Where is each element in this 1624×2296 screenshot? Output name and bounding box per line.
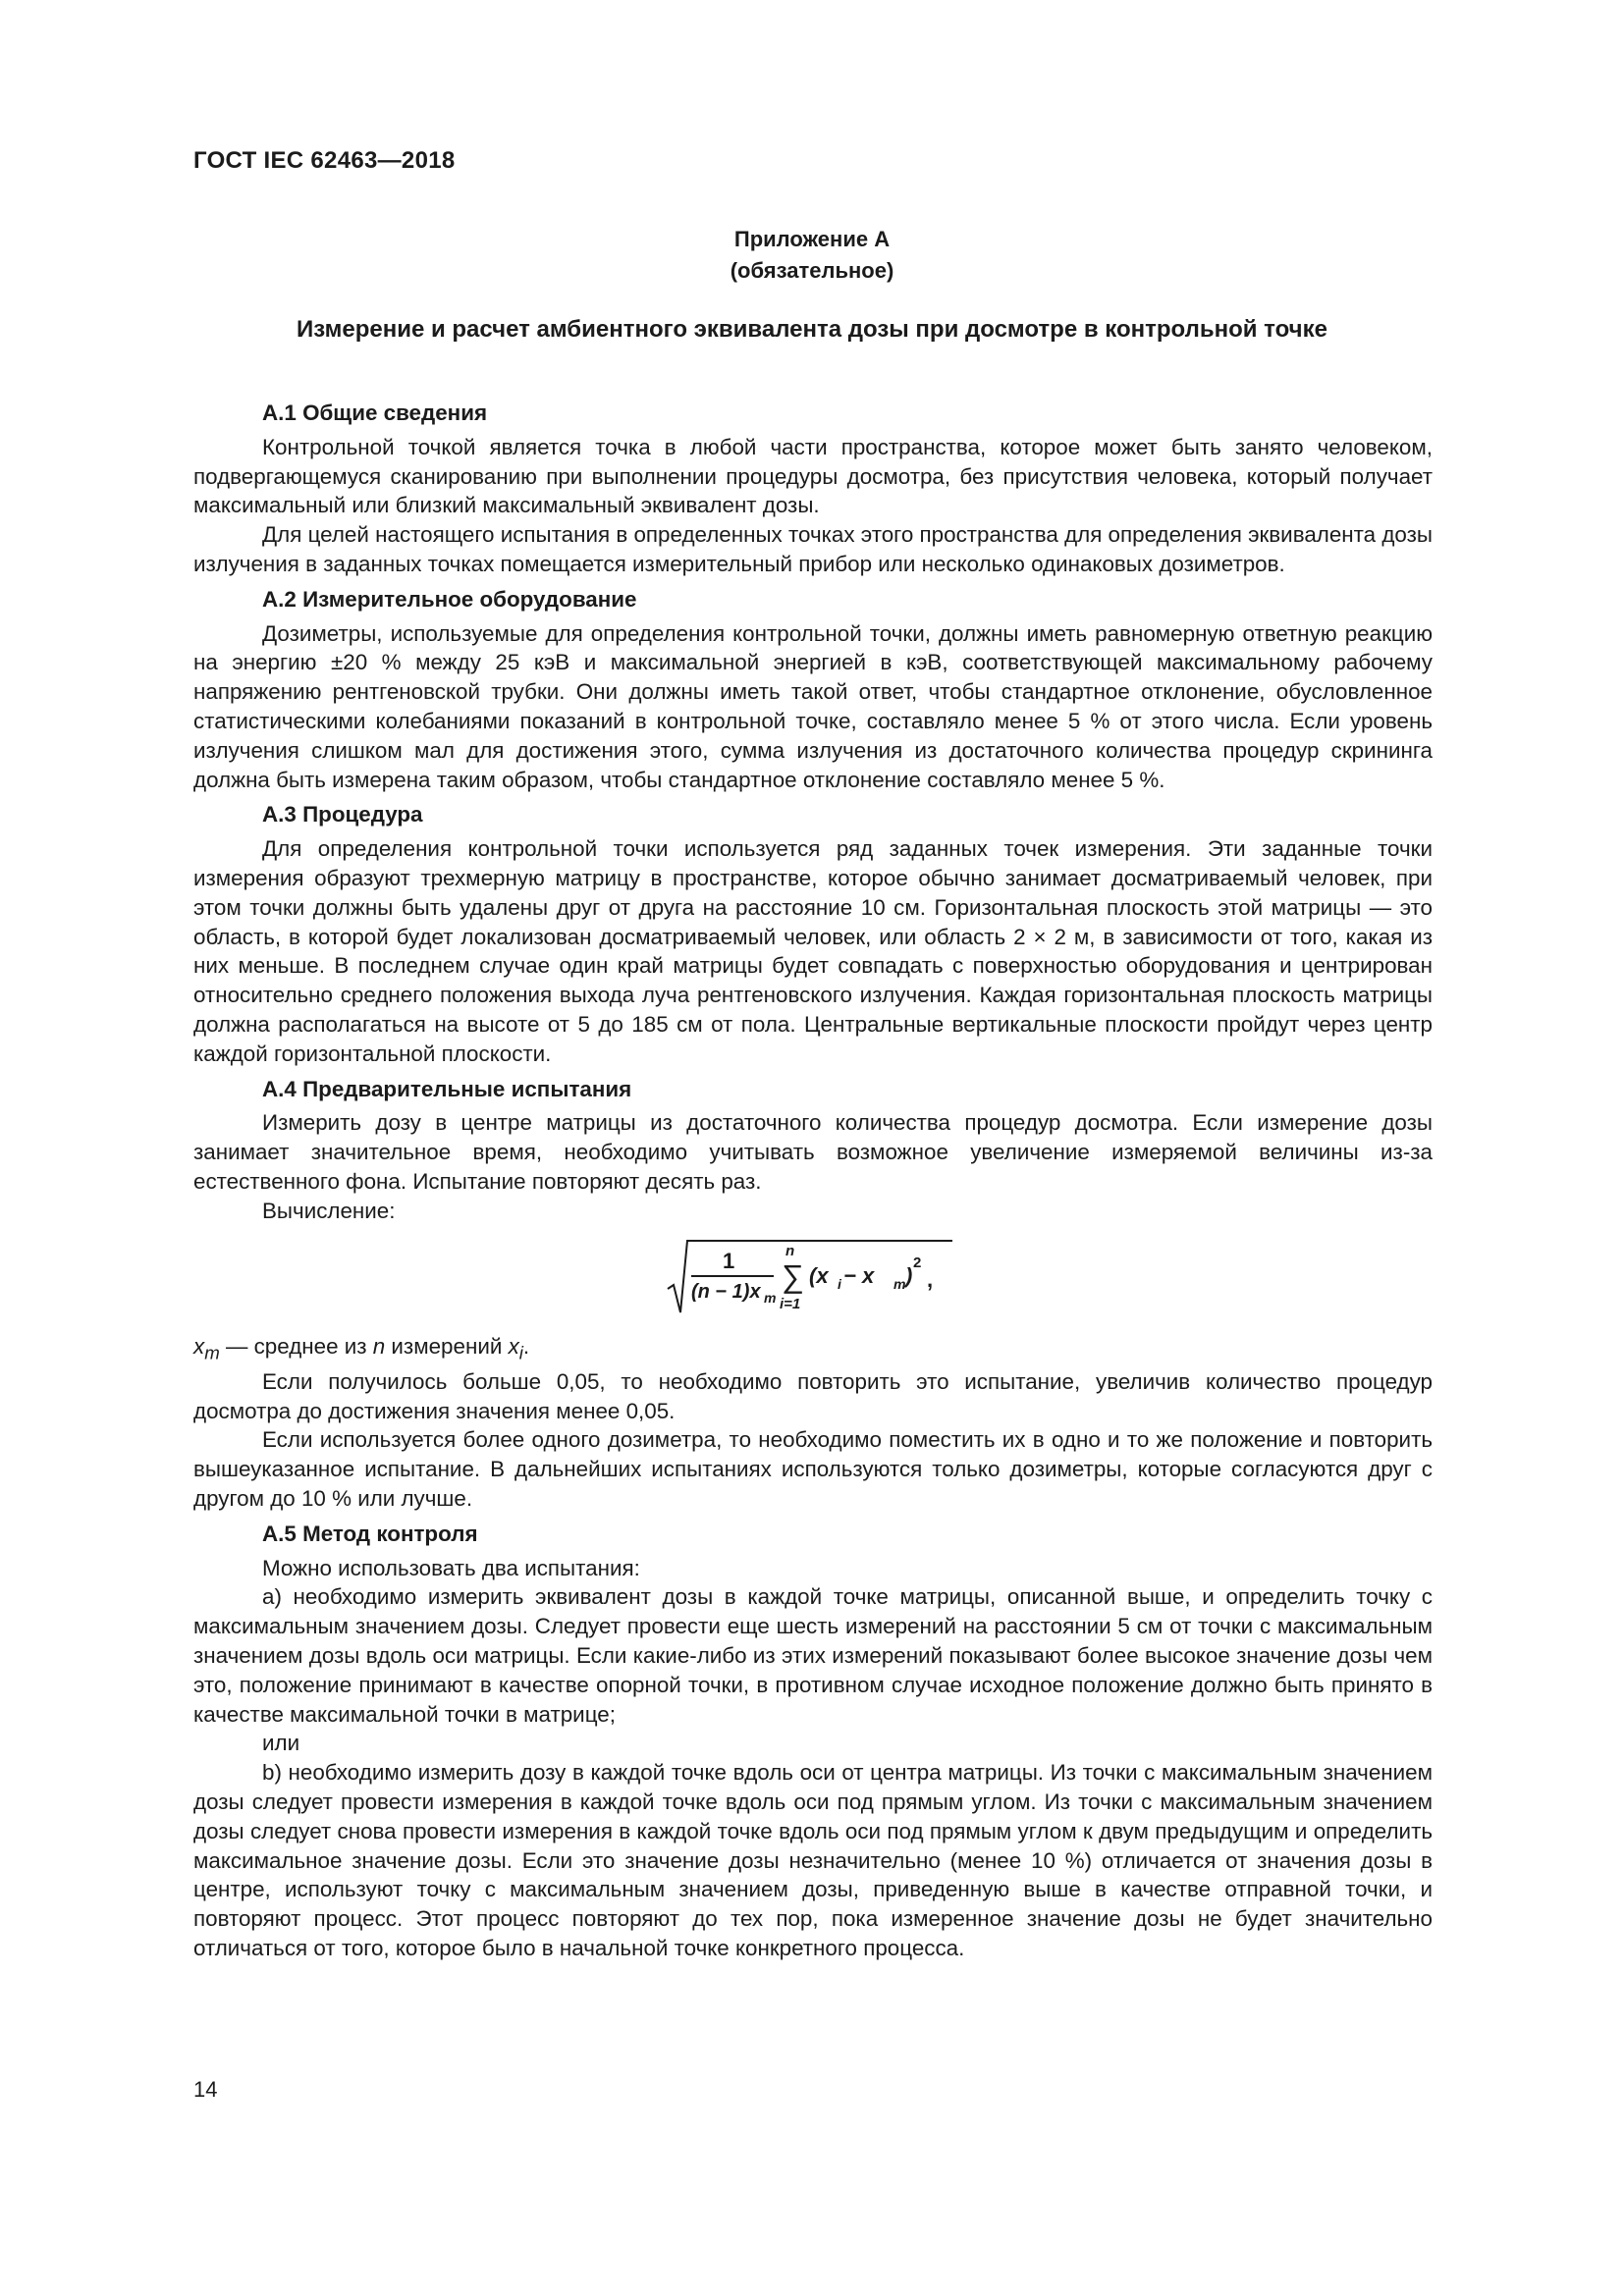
paragraph: Дозиметры, используемые для определения контрольной точки, должны иметь равномерную ответную реакцию на энергию ±20 % между 25 кэВ и максимальной энергией в кэВ, соответствующей максимальному рабочему напряжению рентгеновской трубки. Они должны иметь такой ответ, чтобы стандартное отклонение, обусловленное статистическими колебаниями показаний в контрольной точке, составляло менее 5 % от этого числа. Если уровень излучения слишком мал для достижения этого, сумма излучения из достаточного количества процедур скрининга должна быть измерена таким образом, чтобы стандартное отклонение составляло менее 5 %. xyxy=(193,620,1433,792)
paragraph: Для определения контрольной точки используется ряд заданных точек измерения. Эти заданные точки измерения образуют трехмерную матрицу в пространстве, которое обычно занимает досматриваемый человек, при этом точки должны быть удалены друг от друга на расстояние 10 см. Горизонтальная плоскость этой матрицы — это область, в которой будет локализован досматриваемый человек, или область 2 × 2 м, в зависимости от того, какая из них меньше. В последнем случае один край матрицы будет совпадать с поверхностью оборудования и центрирован относительно среднего положения выхода луча рентгеновского излучения. Каждая горизонтальная плоскость матрицы должна располагаться на высоте от 5 до 185 см от пола. Центральные вертикальные плоскости пройдут через центр каждой горизонтальной плоскости. xyxy=(193,836,1433,1066)
page-number: 14 xyxy=(193,2077,218,2102)
sum-sign: ∑ xyxy=(782,1257,804,1294)
paragraph: Вычисление: xyxy=(262,1198,396,1223)
legend-n: n xyxy=(372,1333,386,1359)
formula-power: 2 xyxy=(913,1254,922,1271)
section-a4 xyxy=(193,1075,1433,1514)
annex-status: (обязательное) xyxy=(730,258,894,283)
legend-variable-sub: m xyxy=(204,1341,220,1362)
section-title: А.5 Метод контроля xyxy=(262,1521,478,1546)
section-title: А.4 Предварительные испытания xyxy=(262,1076,632,1101)
fraction-denominator: (n − 1)x xyxy=(691,1280,761,1303)
sum-upper-limit: n xyxy=(785,1242,795,1259)
sum-lower-limit: i=1 xyxy=(780,1295,801,1312)
paragraph: Если используется более одного дозиметра, то необходимо поместить их в одно и то же положение и повторить вышеуказанное испытание. В дальнейших испытаниях используются только дозиметры, которые согласуются друг с другом до 10 % или лучше. xyxy=(193,1427,1433,1511)
document-code: ГОСТ IEC 62463—2018 xyxy=(193,147,456,174)
formula-trail: , xyxy=(927,1266,934,1292)
section-a3 xyxy=(193,800,1433,1068)
paragraph: Можно использовать два испытания: xyxy=(262,1555,640,1580)
formula-term-close: ) xyxy=(905,1262,913,1288)
section-title: А.3 Процедура xyxy=(262,802,423,828)
denominator-subscript: m xyxy=(764,1289,777,1306)
section-title: А.2 Измерительное оборудование xyxy=(262,586,637,612)
legend-text-b: измерений xyxy=(385,1333,509,1359)
formula-svg xyxy=(666,1238,960,1316)
section-a2 xyxy=(193,585,1433,795)
formula-legend xyxy=(193,1332,1433,1367)
section-a1 xyxy=(193,399,1433,579)
list-item-a: a) необходимо измерить эквивалент дозы в каждой точке матрицы, описанной выше, и определить точку с максимальным значением дозы. Следует провести еще шесть измерений на расстоянии 5 см от точки с максимальным значением дозы вдоль оси матрицы. Если какие-либо из этих измерений показывают более высокое значение дозы чем это, положение принимают в качестве опорной точки, в противном случае исходное положение должно быть принято в качестве максимальной точки в матрице; xyxy=(193,1584,1433,1727)
legend-xi-sub: i xyxy=(518,1341,523,1362)
annex-heading: Измерение и расчет амбиентного эквивалента дозы при досмотре в контрольной точке xyxy=(297,316,1327,343)
formula xyxy=(193,1238,1433,1316)
list-item-b: b) необходимо измерить дозу в каждой точке вдоль оси от центра матрицы. Из точки с максимальным значением дозы следует провести измерения в каждой точке вдоль оси под прямым углом. Из точки с максимальным значением дозы следует снова провести измерения в каждой точке вдоль оси под прямым углом к двум предыдущим и определить максимальное значение дозы. Если это значение дозы незначительно (менее 10 %) отличается от значения дозы в центре, используют точку с максимальным значением дозы, приведенную выше в качестве отправной точки, и повторяют процесс. Этот процесс повторяют до тех пор, пока измеренное значение дозы не будет значительно отличаться от того, которое было в начальной точке конкретного процесса. xyxy=(193,1760,1433,1960)
legend-text-a: — среднее из xyxy=(219,1333,373,1359)
legend-end: . xyxy=(522,1333,530,1359)
paragraph: Если получилось больше 0,05, то необходимо повторить это испытание, увеличив количество процедур досмотра до достижения значения менее 0,05. xyxy=(193,1368,1433,1423)
legend-xi: x xyxy=(508,1333,519,1359)
formula-term: (x xyxy=(809,1262,829,1288)
term-subscript-m: m xyxy=(893,1275,906,1292)
formula-term-minus: − x xyxy=(843,1262,875,1288)
annex-title: Приложение А xyxy=(733,227,891,251)
paragraph: Для целей настоящего испытания в определенных точках этого пространства для определения эквивалента дозы излучения в заданных точках помещается измерительный прибор или несколько одинаковых дозиметров. xyxy=(193,522,1433,576)
paragraph: Контрольной точкой является точка в любой части пространства, которое может быть занято человеком, подвергающемуся сканированию при выполнении процедуры досмотра, без присутствия человека, который получает максимальный или близкий максимальный эквивалент дозы. xyxy=(193,434,1433,518)
fraction-numerator: 1 xyxy=(723,1248,735,1273)
annex-label xyxy=(193,224,1431,287)
document-body xyxy=(193,393,1433,1963)
legend-variable: x xyxy=(193,1333,205,1359)
paragraph: или xyxy=(262,1731,300,1756)
paragraph: Измерить дозу в центре матрицы из достаточного количества процедур досмотра. Если измерение дозы занимает значительное время, необходимо учитывать возможное увеличение измеряемой величины из-за естественного фона. Испытание повторяют десять раз. xyxy=(193,1110,1433,1194)
section-title: А.1 Общие сведения xyxy=(262,400,488,425)
term-subscript-i: i xyxy=(838,1275,841,1292)
section-a5 xyxy=(193,1520,1433,1963)
